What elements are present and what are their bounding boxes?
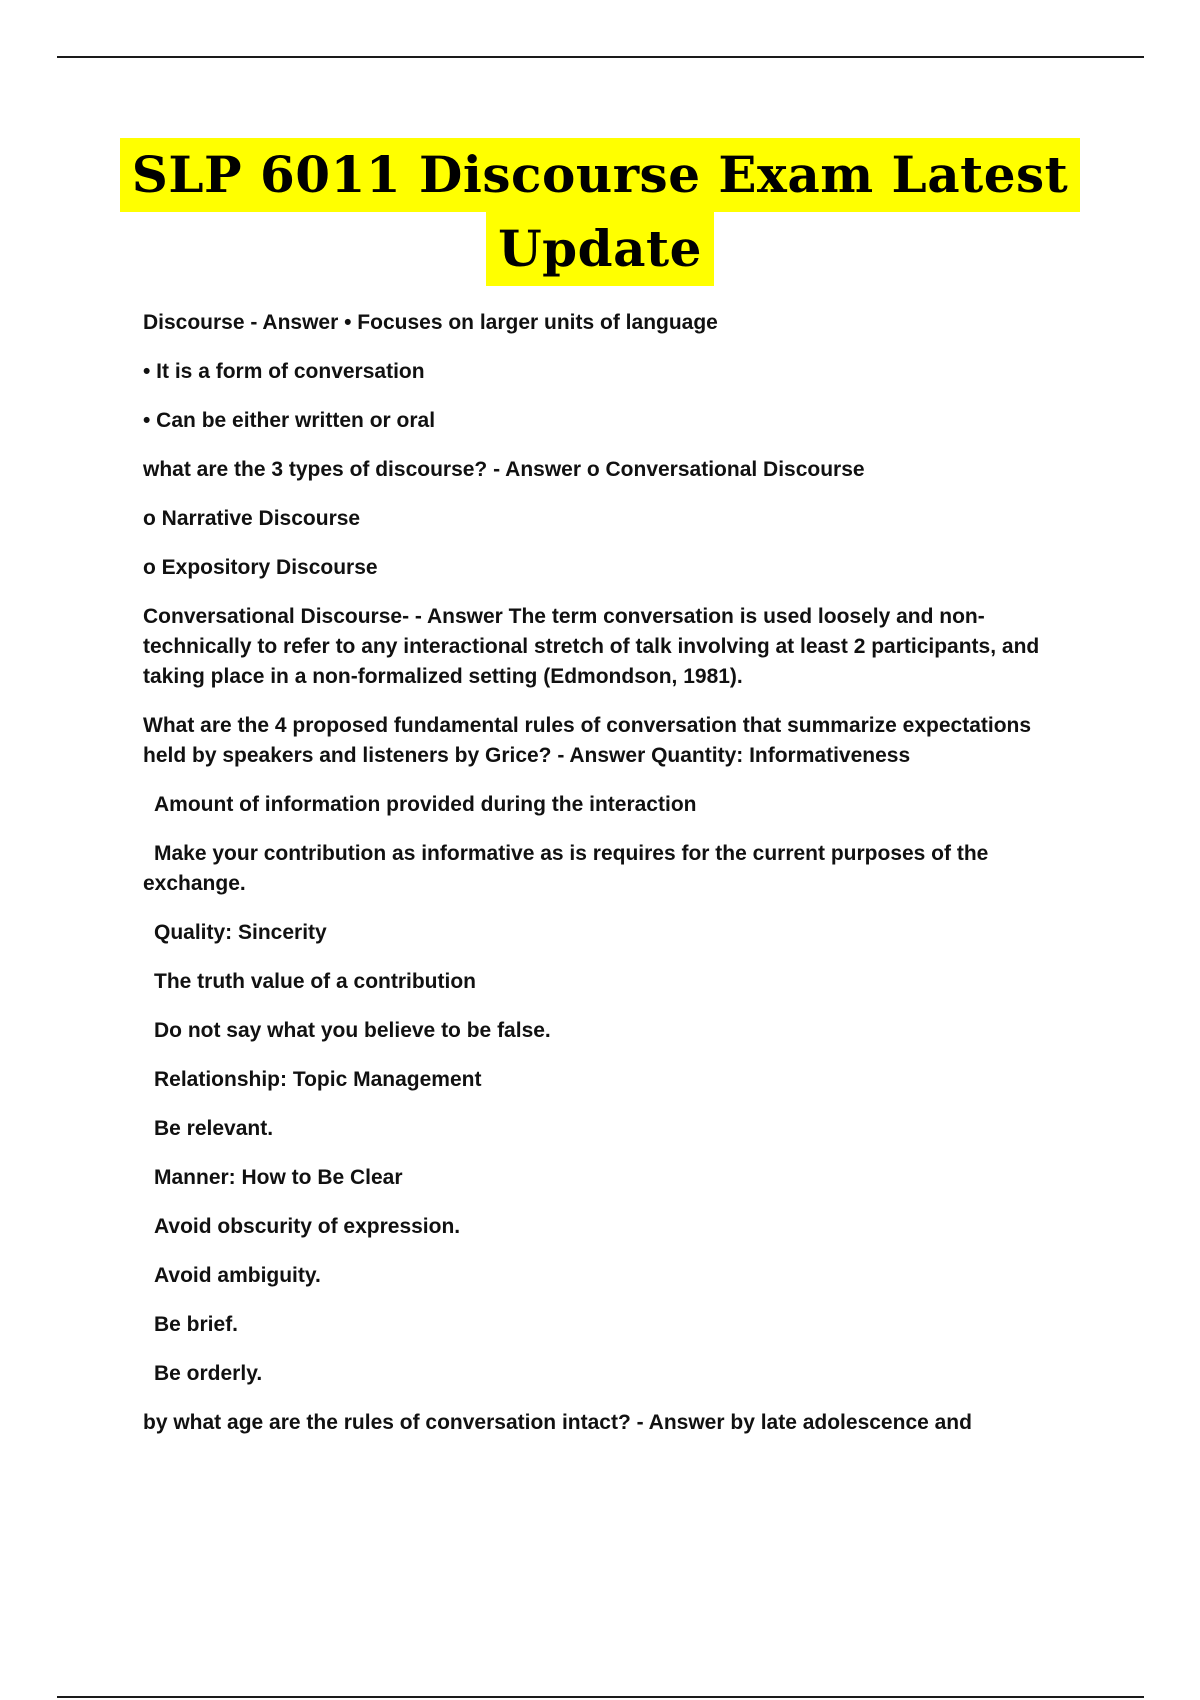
paragraph: Conversational Discourse- - Answer The term conversation is used loosely and non-technically to refer to any interactional stretch of talk involving at least 2 participants, and taking place in a non-formalized setting (Edmondson, 1981). <box>143 605 1040 688</box>
paragraph: • Can be either written or oral <box>143 409 436 432</box>
paragraph: Amount of information provided during the interaction <box>154 793 697 816</box>
paragraph: by what age are the rules of conversation intact? - Answer by late adolescence and <box>143 1411 972 1434</box>
document-body <box>143 308 1063 1457</box>
paragraph: Manner: How to Be Clear <box>154 1166 403 1189</box>
paragraph: The truth value of a contribution <box>154 970 476 993</box>
title-line-2: Update <box>486 212 714 286</box>
paragraph: Discourse - Answer • Focuses on larger units of language <box>143 311 718 334</box>
paragraph: Be brief. <box>154 1313 239 1336</box>
paragraph: Do not say what you believe to be false. <box>154 1019 551 1042</box>
title-line-1: SLP 6011 Discourse Exam Latest <box>120 138 1081 212</box>
paragraph: Be orderly. <box>154 1362 263 1385</box>
paragraph: • It is a form of conversation <box>143 360 425 383</box>
paragraph: Relationship: Topic Management <box>154 1068 482 1091</box>
paragraph: Quality: Sincerity <box>154 921 327 944</box>
paragraph: what are the 3 types of discourse? - Answer o Conversational Discourse <box>143 458 865 481</box>
document-title <box>0 138 1200 286</box>
paragraph: o Narrative Discourse <box>143 507 361 530</box>
paragraph: o Expository Discourse <box>143 556 378 579</box>
paragraph: Be relevant. <box>154 1117 274 1140</box>
top-divider <box>57 56 1144 58</box>
paragraph: Avoid ambiguity. <box>154 1264 321 1287</box>
paragraph: What are the 4 proposed fundamental rules of conversation that summarize expectations held by speakers and listeners by Grice? - Answer Quantity: Informativeness <box>143 714 1032 767</box>
paragraph: Make your contribution as informative as is requires for the current purposes of the exchange. <box>143 842 989 895</box>
paragraph: Avoid obscurity of expression. <box>154 1215 461 1238</box>
bottom-divider <box>57 1696 1144 1698</box>
